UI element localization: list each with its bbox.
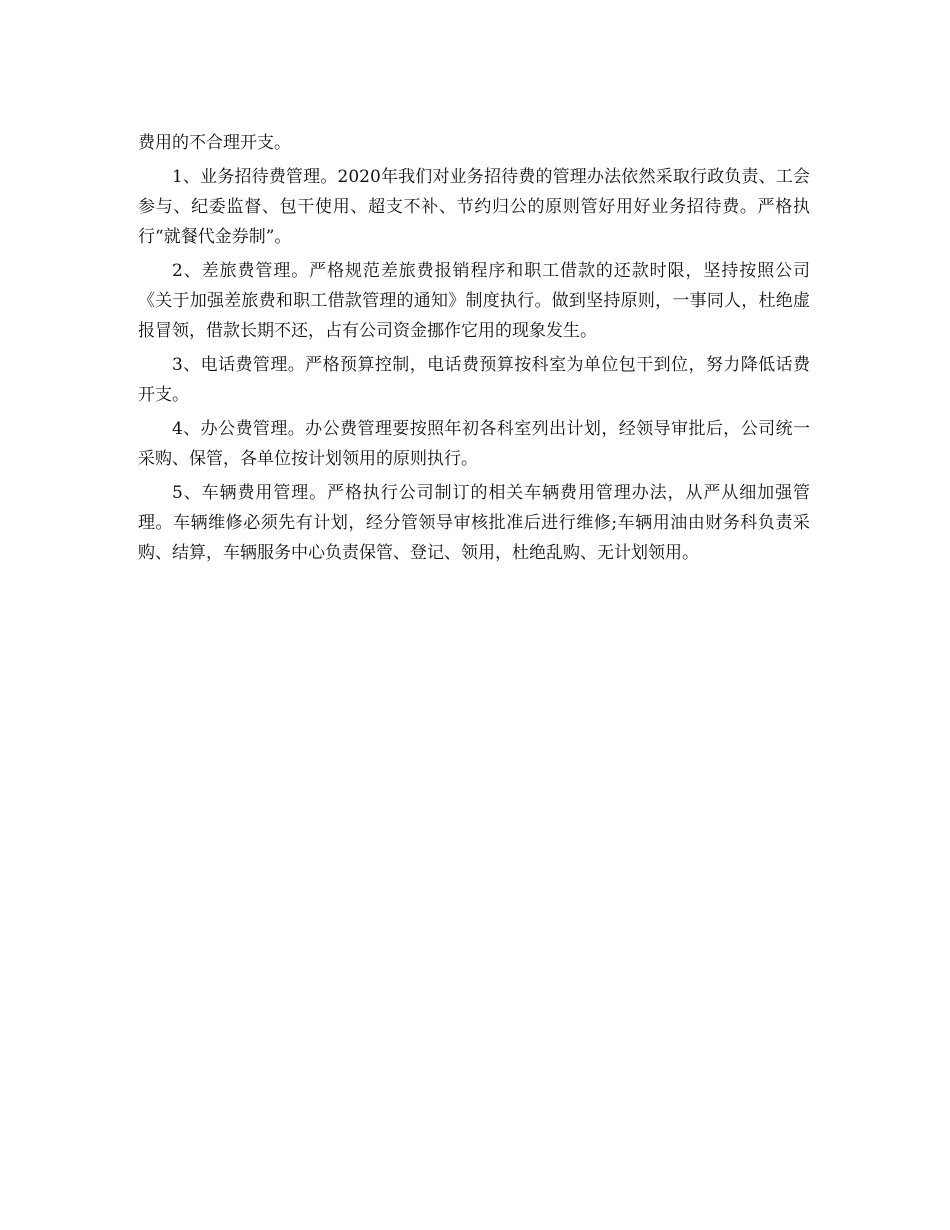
paragraph-item-1: 1、业务招待费管理。2020年我们对业务招待费的管理办法依然采取行政负责、工会参与、纪委监督、包干使用、超支不补、节约归公的原则管好用好业务招待费。严格执行“就餐代金券制”。 [138, 167, 810, 247]
paragraph-continuation: 费用的不合理开支。 [138, 133, 291, 153]
document-body [138, 128, 810, 572]
paragraph-item-3: 3、电话费管理。严格预算控制，电话费预算按科室为单位包干到位，努力降低话费开支。 [138, 355, 810, 405]
paragraph-item-2: 2、差旅费管理。严格规范差旅费报销程序和职工借款的还款时限，坚持按照公司《关于加强差旅费和职工借款管理的通知》制度执行。做到坚持原则，一事同人，杜绝虚报冒领，借款长期不还，占有公司资金挪作它用的现象发生。 [138, 261, 810, 341]
paragraph-item-4: 4、办公费管理。办公费管理要按照年初各科室列出计划，经领导审批后，公司统一采购、保管，各单位按计划领用的原则执行。 [138, 419, 810, 469]
paragraph-item-5: 5、车辆费用管理。严格执行公司制订的相关车辆费用管理办法，从严从细加强管理。车辆维修必须先有计划，经分管领导审核批准后进行维修;车辆用油由财务科负责采购、结算，车辆服务中心负责保管、登记、领用，杜绝乱购、无计划领用。 [138, 483, 810, 563]
